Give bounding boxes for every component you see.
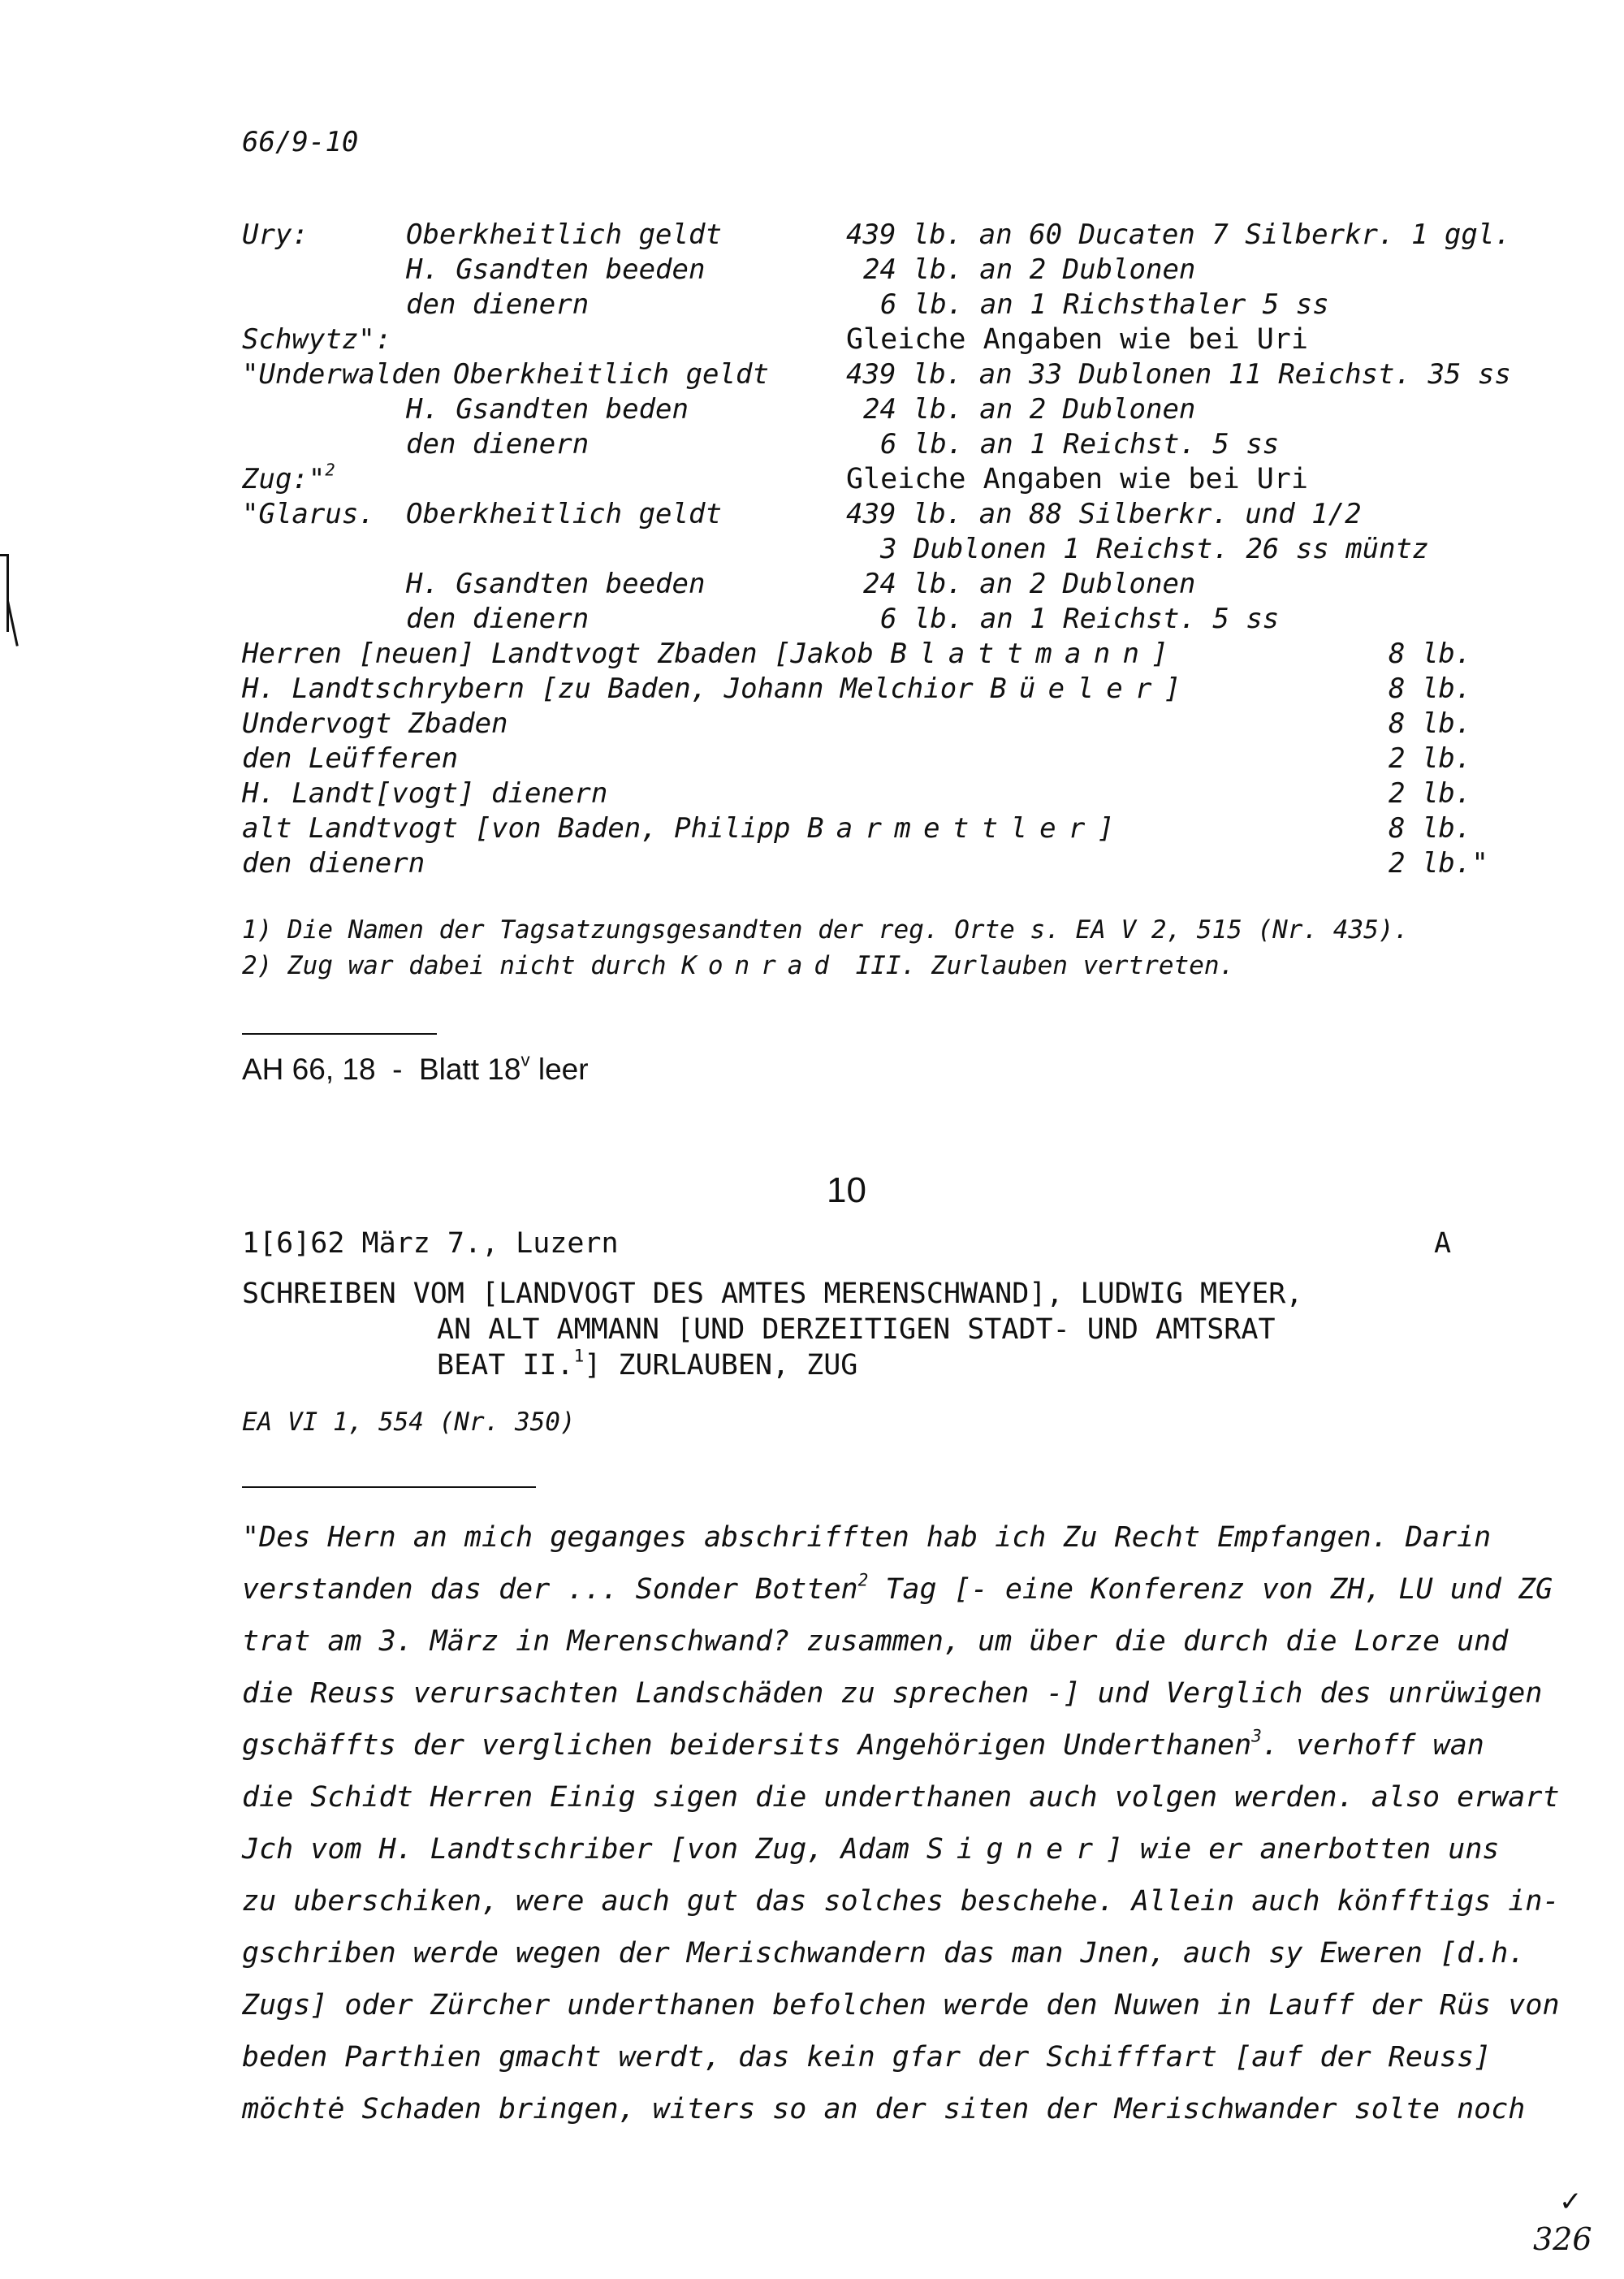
text-line: trat am 3. März in Merenschwand? zusammen, um über die durch die Lorze und — [242, 1625, 1509, 1658]
payment-recipient: alt Landtvogt [von Baden, Philipp Barmettler] — [242, 812, 1115, 845]
footnote: 1) Die Namen der Tagsatzungsgesandten der reg. Orte s. EA V 2, 515 (Nr. 435). — [242, 915, 1410, 945]
text-line: "Des Hern an mich geganges abschrifften hab ich Zu Recht Empfangen. Darin — [242, 1521, 1492, 1554]
footnote-ref: 2 — [857, 1570, 869, 1590]
row-amount: 3 Dublonen 1 Reichst. 26 ss müntz — [880, 533, 1429, 565]
section-divider — [242, 1486, 536, 1488]
payment-recipient: den Leüfferen — [242, 742, 459, 775]
row-description: H. Gsandten beeden — [406, 253, 706, 286]
person-name: Blattmann — [890, 638, 1152, 670]
row-place: Schwytz": — [242, 323, 392, 356]
payment-amount: 8 lb. — [1389, 672, 1472, 705]
row-amount: Gleiche Angaben wie bei Uri — [846, 463, 1308, 495]
page-reference: 66/9-10 — [242, 126, 359, 158]
document-marker: A — [1434, 1227, 1452, 1260]
text-line: die Schidt Herren Einig sigen die underthanen auch volgen werden. also erwart — [242, 1781, 1560, 1814]
row-amount: 439 lb. an 88 Silberkr. und 1/2 — [846, 498, 1362, 530]
row-amount: 6 lb. an 1 Reichst. 5 ss — [880, 603, 1280, 635]
document-date-place: 1[6]62 März 7., Luzern — [242, 1227, 619, 1260]
person-name: Signer — [926, 1833, 1106, 1866]
text-line: gschäffts der verglichen beidersits Angehörigen Underthanen$^3$. verhoff wan — [242, 1726, 1484, 1762]
payment-recipient: Undervogt Zbaden — [242, 707, 508, 740]
row-amount: 439 lb. an 33 Dublonen 11 Reichst. 35 ss — [846, 358, 1511, 391]
footnote-ref: 2 — [325, 460, 335, 480]
row-description: Oberkheitlich geldt — [406, 498, 722, 530]
row-amount: 6 lb. an 1 Richsthaler 5 ss — [880, 288, 1329, 321]
row-description: H. Gsandten beeden — [406, 568, 706, 600]
margin-mark — [0, 554, 8, 556]
footnote: 2) Zug war dabei nicht durch Konrad III. Zurlauben vertreten. — [242, 951, 1235, 980]
person-name: Büeler — [990, 672, 1164, 705]
payment-recipient: den dienern — [242, 847, 425, 880]
margin-mark — [6, 554, 9, 632]
person-name: Konrad — [681, 951, 840, 980]
row-amount: Gleiche Angaben wie bei Uri — [846, 323, 1308, 356]
payment-recipient: Herren [neuen] Landtvogt Zbaden [Jakob Blattmann] — [242, 638, 1168, 670]
document-title-line: SCHREIBEN VOM [LANDVOGT DES AMTES MERENSCHWAND], LUDWIG MEYER, — [242, 1278, 1303, 1310]
section-divider — [242, 1033, 437, 1035]
row-description: den dienern — [406, 603, 590, 635]
row-description: Oberkheitlich geldt — [406, 218, 722, 251]
document-reference: EA VI 1, 554 (Nr. 350) — [242, 1408, 576, 1437]
row-amount: 24 lb. an 2 Dublonen — [863, 568, 1196, 600]
footnote-ref: 3 — [1251, 1726, 1262, 1746]
payment-amount: 2 lb." — [1389, 847, 1488, 880]
footnote-ref: 1 — [573, 1346, 585, 1366]
row-place: "Glarus. — [242, 498, 375, 530]
text-line: die Reuss verursachten Landschäden zu sprechen -] und Verglich des unrüwigen — [242, 1677, 1543, 1710]
payment-amount: 8 lb. — [1389, 707, 1472, 740]
row-description: H. Gsandten beden — [406, 393, 689, 426]
payment-amount: 2 lb. — [1389, 742, 1472, 775]
document-number: 10 — [827, 1170, 866, 1210]
row-amount: 6 lb. an 1 Reichst. 5 ss — [880, 428, 1280, 461]
text-line: verstanden das der ... Sonder Botten$^2$ Tag [- eine Konferenz von ZH, LU und ZG — [242, 1570, 1553, 1606]
row-description: Oberkheitlich geldt — [453, 358, 769, 391]
person-name: Barmettler — [806, 812, 1098, 845]
text-line: Jch vom H. Landtschriber [von Zug, Adam Signer] wie er anerbotten uns — [242, 1833, 1500, 1866]
text-line: möchtė Schaden bringen, witers so an der siten der Merischwander solte noch — [242, 2093, 1526, 2125]
row-amount: 24 lb. an 2 Dublonen — [863, 393, 1196, 426]
payment-amount: 8 lb. — [1389, 638, 1472, 670]
row-amount: 439 lb. an 60 Ducaten 7 Silberkr. 1 ggl. — [846, 218, 1511, 251]
payment-amount: 2 lb. — [1389, 777, 1472, 810]
archive-note: AH 66, 18 - Blatt 18$^v$ leer — [242, 1049, 589, 1086]
check-mark-icon: ✓ — [1559, 2186, 1583, 2217]
row-place: Zug:"$^2$ — [242, 460, 335, 495]
page-number: 326 — [1533, 2221, 1592, 2257]
row-description: den dienern — [406, 428, 590, 461]
payment-recipient: H. Landt[vogt] dienern — [242, 777, 608, 810]
row-description: den dienern — [406, 288, 590, 321]
text-line: beden Parthien gmacht werdt, das kein gfar der Schifffart [auf der Reuss] — [242, 2041, 1492, 2074]
document-title-line: BEAT II.$^1$] ZURLAUBEN, ZUG — [437, 1346, 858, 1382]
row-place: Ury: — [242, 218, 309, 251]
document-title-line: AN ALT AMMANN [UND DERZEITIGEN STADT- UND AMTSRAT — [437, 1313, 1276, 1346]
text-line: gschriben werde wegen der Merischwandern das man Jnen, auch sy Eweren [d.h. — [242, 1937, 1526, 1970]
payment-recipient: H. Landtschrybern [zu Baden, Johann Melchior Büeler] — [242, 672, 1181, 705]
row-place: "Underwalden — [242, 358, 442, 391]
row-amount: 24 lb. an 2 Dublonen — [863, 253, 1196, 286]
text-line: zu uberschiken, were auch gut das solches beschehe. Allein auch könfftigs in- — [242, 1885, 1560, 1918]
text-line: Zugs] oder Zürcher underthanen befolchen werde den Nuwen in Lauff der Rüs von — [242, 1989, 1560, 2022]
payment-amount: 8 lb. — [1389, 812, 1472, 845]
